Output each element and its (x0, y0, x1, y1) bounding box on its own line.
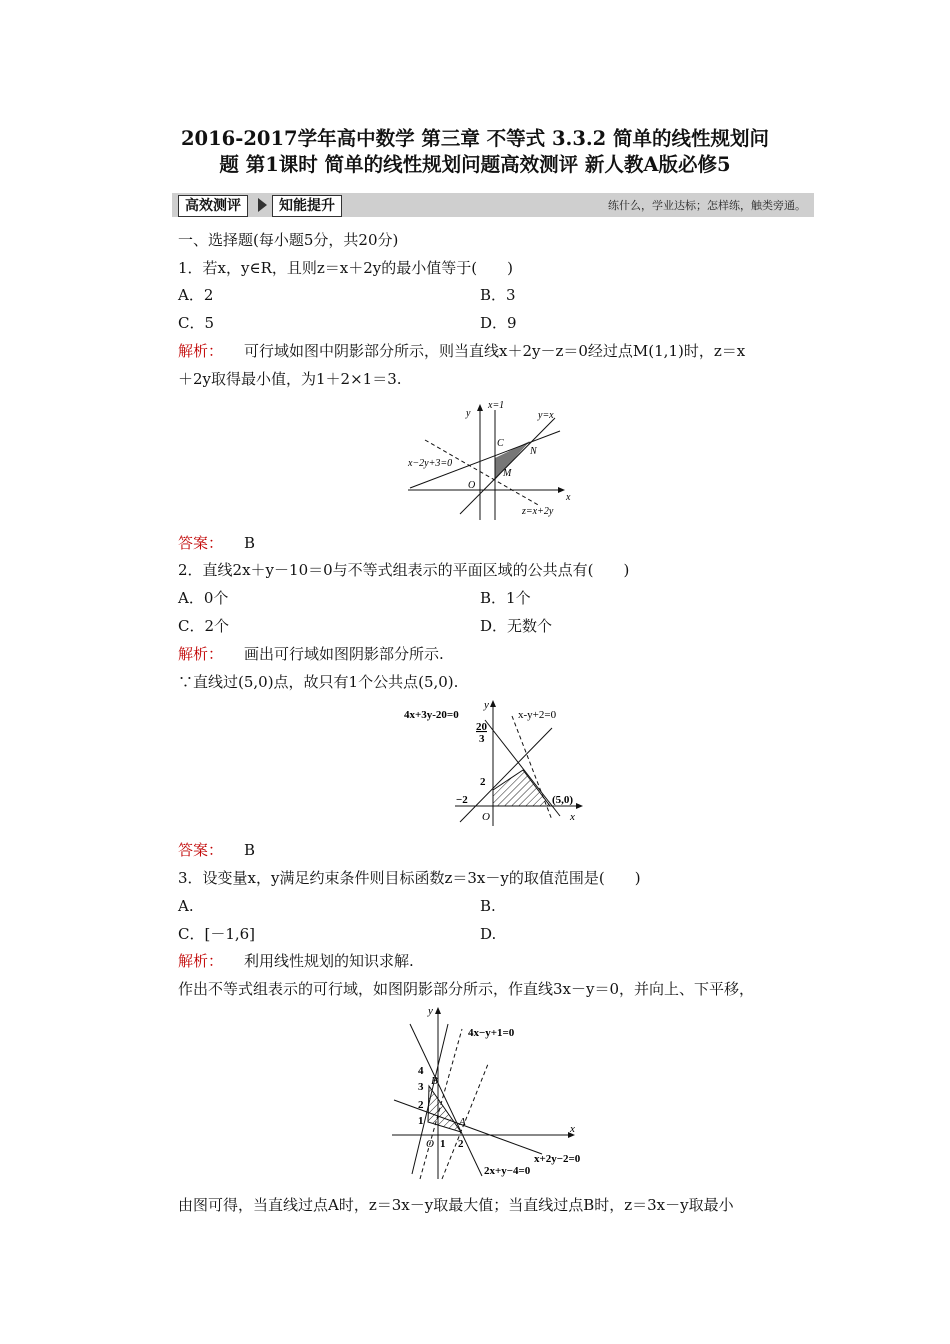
q3-label-l1: 4x−y+1=0 (468, 1027, 515, 1039)
title-line-1: 2016-2017学年高中数学 第三章 不等式 3.3.2 简单的线性规划问 (180, 127, 770, 150)
q3-y-arrow (435, 1007, 441, 1014)
banner-tag-test: 高效测评 (178, 195, 248, 217)
q3-analysis-label: 解析： (178, 952, 224, 970)
banner-arrow-icon (258, 198, 267, 212)
section-heading: 一、选择题(每小题5分，共20分) (178, 231, 399, 249)
q2-answer-label: 答案： (178, 841, 224, 859)
q1-figure (400, 396, 585, 524)
q1-label-m: M (503, 468, 512, 479)
q2-label-den: 3 (479, 733, 485, 745)
q3-stem: 3．设变量x，y满足约束条件则目标函数z＝3x－y的取值范围是( ) (178, 869, 641, 887)
q1-option-a: A．2 (178, 286, 214, 304)
q2-y-arrow (490, 700, 496, 707)
q2-analysis-line1: 画出可行域如图阴影部分所示. (244, 645, 444, 663)
q2-label-x: x (570, 811, 575, 823)
q3-label-three: 3 (418, 1081, 424, 1093)
q3-label-two: 2 (418, 1099, 424, 1111)
q2-label-neg2: −2 (456, 794, 468, 806)
q2-feasible-region (493, 770, 550, 806)
q3-label-y: y (428, 1005, 433, 1017)
q1-label-c: C (497, 438, 504, 449)
q1-label-l1: x−2y+3=0 (408, 458, 453, 469)
q1-label-y: y (466, 408, 471, 419)
q1-label-z: z=x+2y (522, 506, 554, 517)
q3-option-a: A. (178, 897, 194, 915)
q1-line-yx (460, 418, 555, 514)
q2-answer: B (244, 841, 256, 859)
q3-option-b: B. (480, 897, 496, 915)
q2-label-two: 2 (480, 776, 486, 788)
q1-x-arrow (558, 487, 565, 493)
q2-option-d: D．无数个 (480, 617, 553, 635)
q1-label-n: N (530, 446, 537, 457)
q1-label-x: x (566, 492, 571, 503)
q3-feasible-region (428, 1086, 461, 1132)
section-banner (172, 193, 814, 217)
q2-x-arrow (576, 803, 583, 809)
q3-label-xone: 1 (440, 1138, 446, 1150)
q1-analysis-label: 解析： (178, 342, 224, 360)
q3-analysis-line3: 由图可得，当直线过点A时，z＝3x－y取最大值；当直线过点B时，z＝3x－y取最小 (178, 1196, 734, 1214)
q3-label-l3: 2x+y−4=0 (484, 1165, 531, 1177)
q1-label-o: O (468, 480, 476, 491)
q2-line-l2 (460, 728, 552, 822)
q2-figure (400, 698, 600, 828)
q1-y-arrow (477, 404, 483, 411)
q1-stem: 1．若x，y∈R，且则z＝x＋2y的最小值等于( ) (178, 259, 513, 277)
q2-label-y: y (484, 699, 489, 711)
q3-analysis-line1: 利用线性规划的知识求解. (244, 952, 414, 970)
banner-motto: 练什么，学业达标；怎样练，触类旁通。 (608, 199, 806, 212)
q2-label-l2: x-y+2=0 (518, 709, 557, 721)
q3-option-d: D. (480, 925, 497, 943)
q2-option-a: A．0个 (178, 589, 229, 607)
q2-label-l1: 4x+3y-20=0 (404, 709, 459, 721)
q3-label-a: A (459, 1116, 466, 1128)
q1-answer-label: 答案： (178, 534, 224, 552)
q2-label-point: (5,0) (552, 794, 574, 806)
q1-label-yx: y=x (538, 410, 554, 421)
q3-label-x: x (570, 1123, 575, 1135)
q3-label-l2: x+2y−2=0 (534, 1153, 581, 1165)
q1-option-d: D．9 (480, 314, 517, 332)
q2-label-num: 20 (476, 721, 487, 733)
document-title (100, 126, 850, 178)
q3-label-xtwo: 2 (458, 1138, 464, 1150)
q3-figure (382, 1004, 587, 1184)
q2-analysis-label: 解析： (178, 645, 224, 663)
title-line-2: 题 第1课时 简单的线性规划问题高效测评 新人教A版必修5 (219, 153, 731, 176)
q1-option-c: C．5 (178, 314, 215, 332)
q3-label-one: 1 (418, 1115, 424, 1127)
q1-answer: B (244, 534, 256, 552)
q2-analysis-line2: ∵直线过(5,0)点，故只有1个公共点(5,0). (178, 673, 459, 691)
q3-label-o: O (426, 1138, 434, 1150)
q3-label-b: B (431, 1075, 438, 1087)
q3-analysis-line2: 作出不等式组表示的可行域，如图阴影部分所示，作直线3x－y＝0，并向上、下平移， (178, 980, 755, 998)
q2-label-o: O (482, 811, 490, 823)
q3-label-four: 4 (418, 1065, 424, 1077)
q2-option-b: B．1个 (480, 589, 531, 607)
q2-option-c: C．2个 (178, 617, 230, 635)
banner-tag-improve: 知能提升 (272, 195, 342, 217)
q3-option-c: C．[－1,6] (178, 925, 256, 943)
q2-stem: 2．直线2x＋y－10＝0与不等式组表示的平面区域的公共点有( ) (178, 561, 630, 579)
q1-analysis-line2: ＋2y取得最小值，为1＋2×1＝3. (178, 370, 402, 388)
q1-label-x1: x=1 (488, 400, 505, 411)
q1-analysis-line1: 可行域如图中阴影部分所示，则当直线x＋2y－z＝0经过点M(1,1)时，z＝x (244, 342, 746, 360)
q1-option-b: B．3 (480, 286, 516, 304)
